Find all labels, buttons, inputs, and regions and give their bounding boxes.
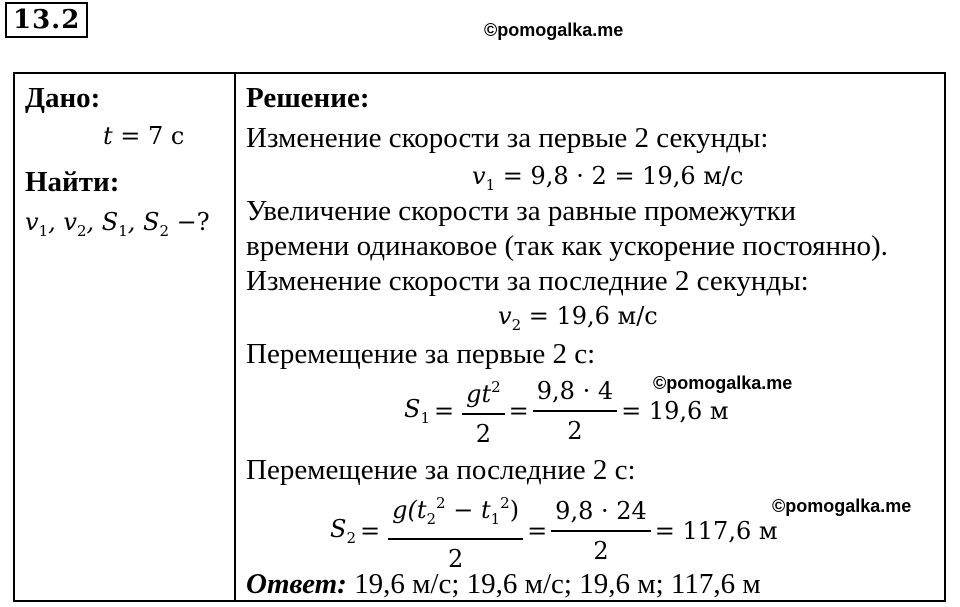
eq-sub: 2 (346, 529, 356, 547)
eq-sub: 2 (511, 316, 522, 334)
frac-num: − t (445, 496, 491, 524)
watermark-top: ©pomogalka.me (484, 20, 624, 40)
fraction (462, 370, 505, 451)
equation-s1: $S_1$ = $\frac{gt^2}{2}$ = $\frac{9,8 \cdot 4}{2}$ = 19,6 м (404, 370, 729, 451)
find-question: −? (168, 208, 210, 236)
eq-rhs: = 9,8 · 2 = 19,6 м/с (502, 162, 744, 190)
eq-result: = 19,6 м (621, 396, 729, 425)
eq-var: S (404, 394, 421, 423)
eq-sub: 1 (420, 408, 430, 427)
find-heading: Найти: (25, 166, 120, 198)
frac-den: 2 (475, 420, 492, 448)
frac-sub: 1 (490, 510, 501, 528)
frac-num: 9,8 · 4 (533, 374, 617, 412)
frac-den: 2 (567, 416, 583, 445)
given-time-value: = 7 с (120, 122, 185, 150)
fraction (388, 486, 523, 576)
frac-num: g(t (392, 496, 427, 524)
find-sub: 1 (118, 222, 128, 240)
solution-table (13, 72, 946, 602)
frac-sup: 2 (436, 494, 446, 512)
frac-sup: 2 (491, 378, 501, 396)
find-values (25, 208, 210, 240)
answer-line (246, 564, 761, 604)
watermark-middle: ©pomogalka.me (653, 373, 793, 393)
frac-num: ) (509, 496, 520, 524)
eq-rhs: = 19,6 м/с (528, 302, 658, 330)
frac-sup: 2 (500, 494, 510, 512)
find-s: , S (127, 208, 160, 236)
solution-column (236, 74, 944, 600)
given-time (103, 122, 184, 150)
solution-line: Перемещение за первые 2 с: (246, 338, 596, 370)
equation-v1 (472, 162, 743, 194)
equation-v2 (498, 302, 658, 334)
frac-num: gt (466, 380, 492, 408)
given-column (15, 74, 236, 600)
eq-var: v (498, 302, 512, 330)
eq-var: S (330, 515, 347, 543)
solution-line: Перемещение за последние 2 с: (246, 454, 636, 486)
frac-sub: 2 (426, 510, 437, 528)
watermark-bottom: ©pomogalka.me (772, 496, 912, 516)
find-sub: 1 (38, 222, 49, 240)
frac-den: 2 (447, 545, 464, 573)
find-v: v (25, 208, 39, 236)
find-sub: 2 (76, 222, 87, 240)
given-time-var: t (103, 122, 113, 150)
problem-number: 13.2 (5, 2, 88, 38)
solution-line: времени одинаковое (так как ускорение постоянно). (246, 230, 888, 262)
eq-result: = 117,6 м (654, 517, 778, 545)
eq-var: v (472, 162, 486, 190)
frac-den: 2 (593, 537, 609, 565)
answer-label: Ответ: (246, 568, 347, 600)
solution-line: Увеличение скорости за равные промежутки (246, 195, 797, 227)
find-v: , v (48, 208, 77, 236)
answer-text: 19,6 м/с; 19,6 м/с; 19,6 м; 117,6 м (346, 568, 761, 600)
solution-line: Изменение скорости за последние 2 секунды: (246, 265, 809, 297)
solution-line: Изменение скорости за первые 2 секунды: (246, 122, 769, 154)
solution-heading: Решение: (246, 82, 370, 114)
frac-num: 9,8 · 24 (551, 494, 651, 532)
equation-s2: $S_2$ = $\frac{g(t_2^2 - t_1^2)}{2}$ = $\frac{9,8 \cdot 24}{2}$ = 117,6 м (330, 486, 778, 576)
find-sub: 2 (159, 222, 169, 240)
given-heading: Дано: (25, 82, 101, 114)
find-s: , S (86, 208, 119, 236)
fraction (551, 494, 651, 568)
eq-sub: 1 (485, 176, 496, 194)
fraction (533, 374, 617, 448)
